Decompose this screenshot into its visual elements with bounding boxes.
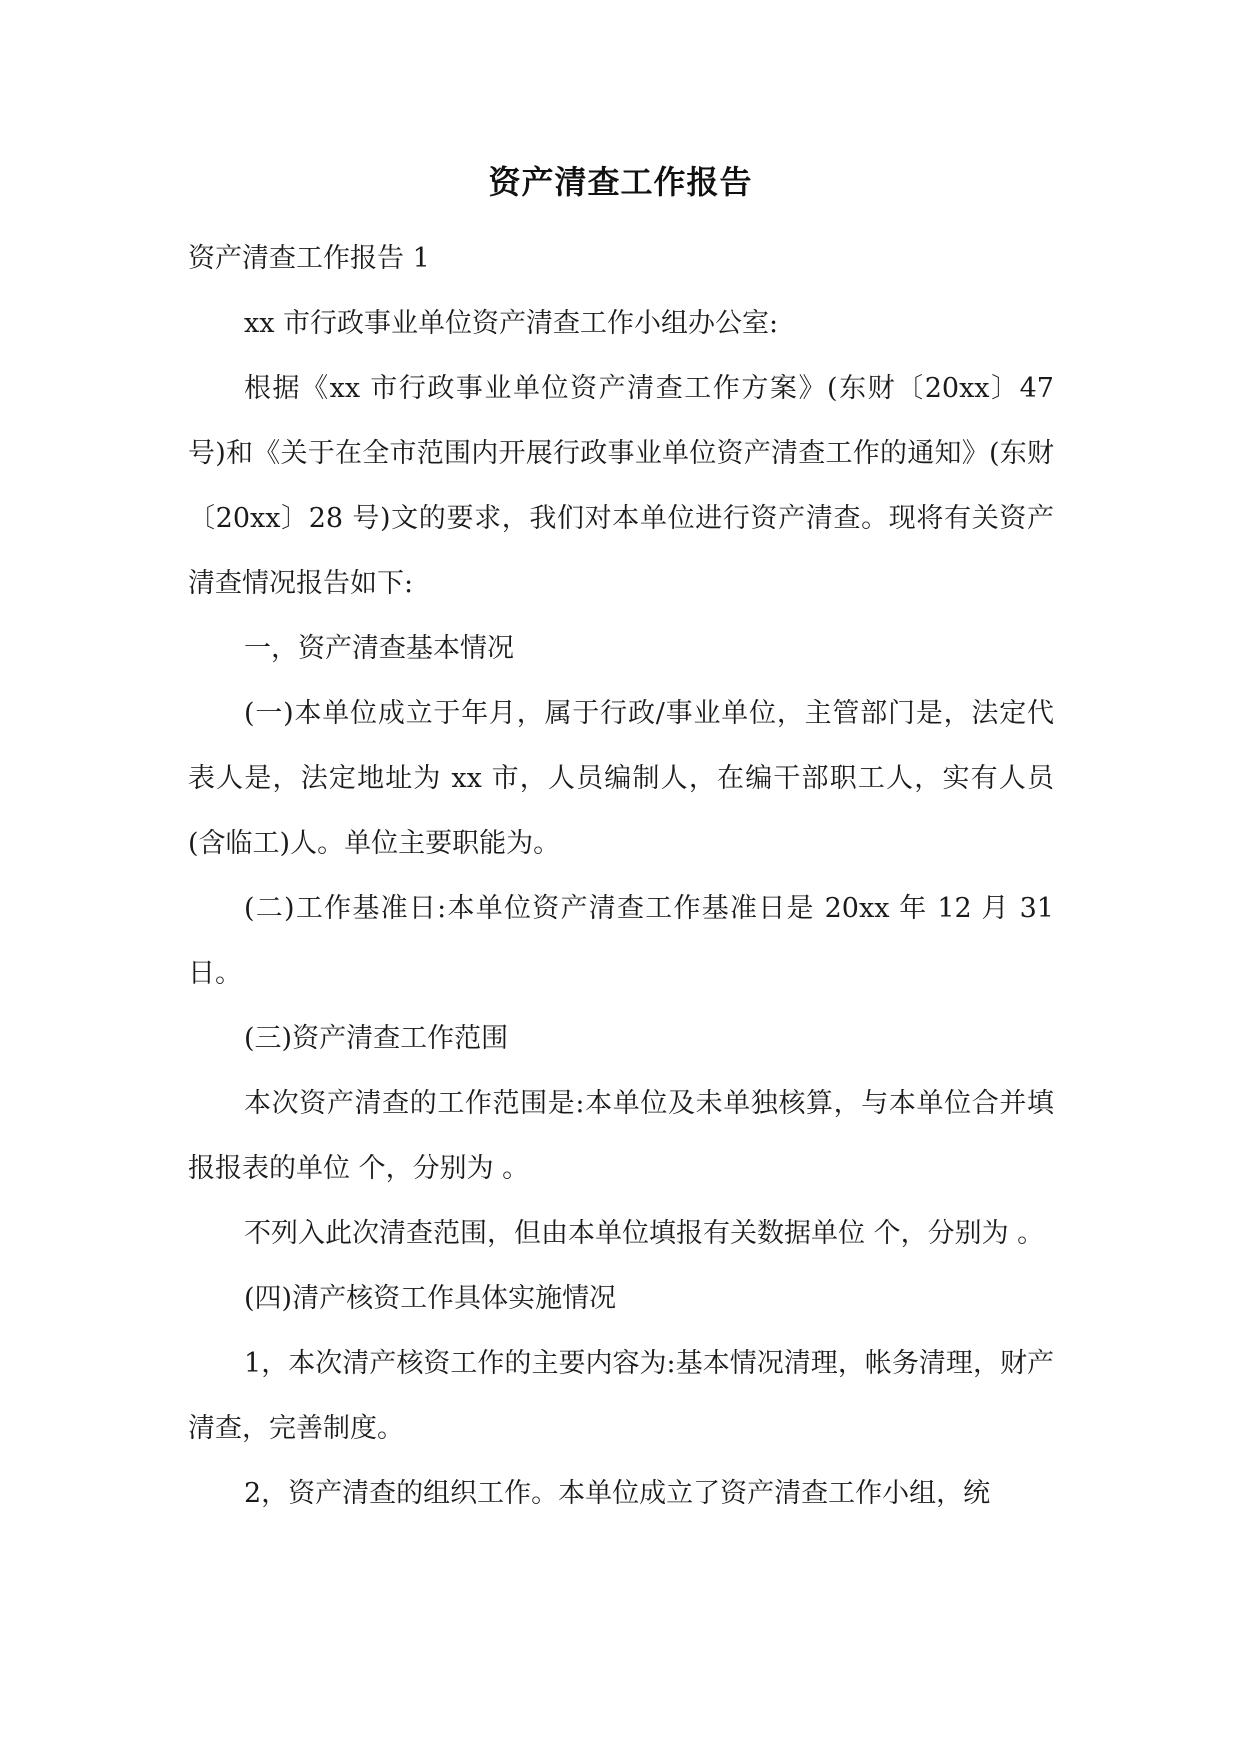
paragraph-basis: 根据《xx 市行政事业单位资产清查工作方案》(东财〔20xx〕47 号)和《关于在全市范围内开展行政事业单位资产清查工作的通知》(东财〔20xx〕28 号)文的要求，我们对本单位进行资产清查。现将有关资产清查情况报告如下: [188,373,1054,599]
paragraph-base-date: (二)工作基准日:本单位资产清查工作基准日是 20xx 年 12 月 31 日。 [188,893,1054,989]
paragraph-excluded-units: 不列入此次清查范围，但由本单位填报有关数据单位 个，分别为 。 [244,1218,1045,1249]
section-heading-basic-info: 一，资产清查基本情况 [244,633,514,664]
document-title: 资产清查工作报告 [488,163,753,201]
paragraph-organization: 2，资产清查的组织工作。本单位成立了资产清查工作小组，统 [244,1478,991,1509]
document-subtitle: 资产清查工作报告 1 [188,243,430,274]
paragraph-addressee: xx 市行政事业单位资产清查工作小组办公室: [244,308,779,339]
document-body [188,226,1054,1526]
paragraph-main-content: 1，本次清产核资工作的主要内容为:基本情况清理，帐务清理，财产清查，完善制度。 [188,1348,1054,1444]
paragraph-unit-info: (一)本单位成立于年月，属于行政/事业单位，主管部门是，法定代表人是，法定地址为 xx 市，人员编制人，在编干部职工人，实有人员(含临工)人。单位主要职能为。 [188,698,1054,859]
subheading-implementation: (四)清产核资工作具体实施情况 [244,1283,617,1314]
paragraph-scope: 本次资产清查的工作范围是:本单位及未单独核算，与本单位合并填报报表的单位 个，分别为 。 [188,1088,1054,1184]
subheading-scope: (三)资产清查工作范围 [244,1023,509,1054]
